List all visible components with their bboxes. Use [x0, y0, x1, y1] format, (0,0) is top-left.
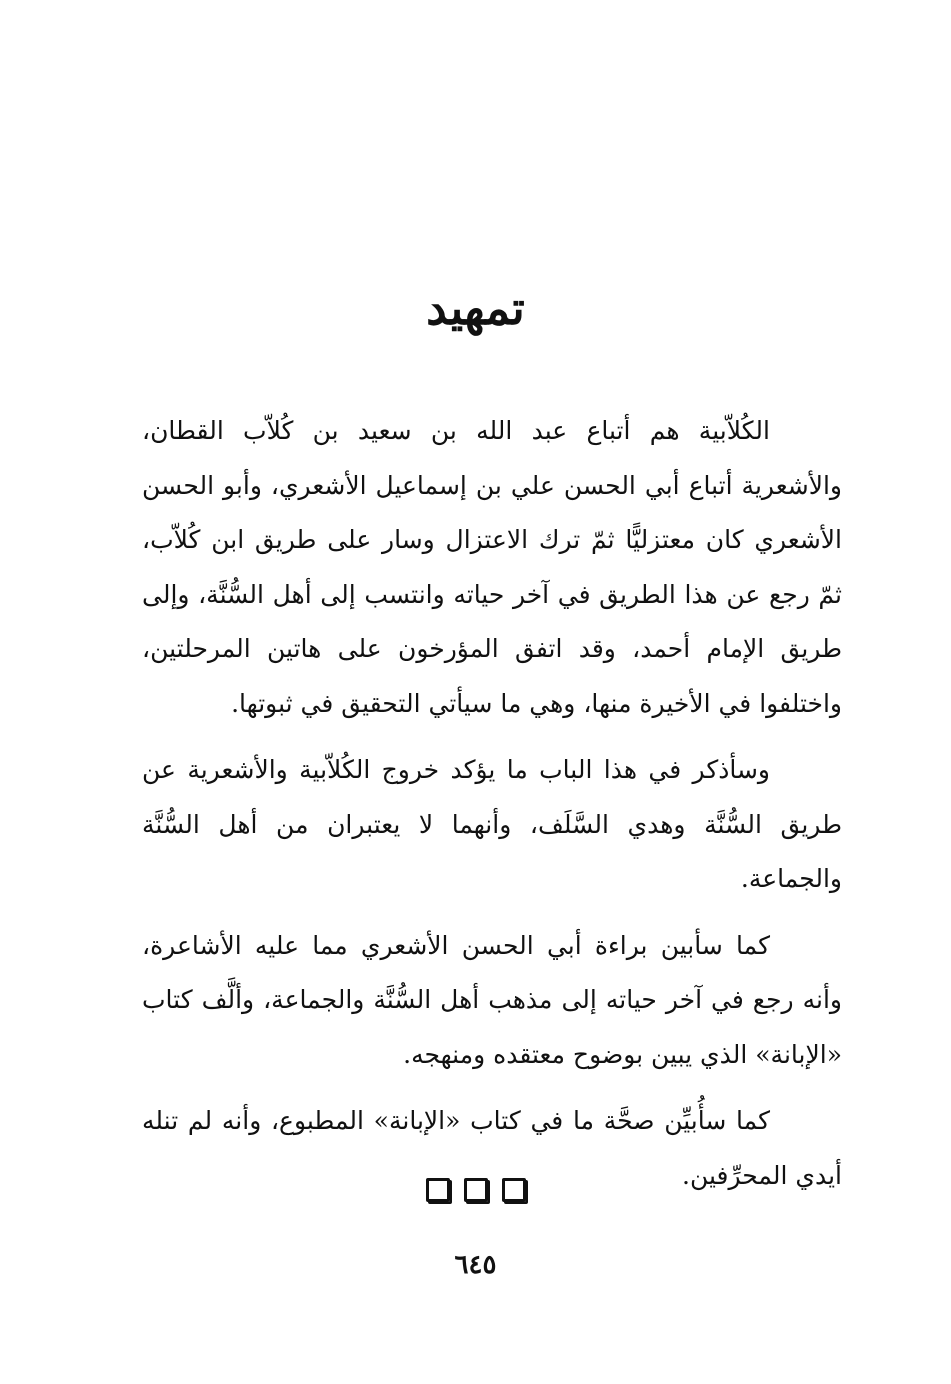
square-ornament-icon — [426, 1178, 450, 1202]
square-ornament-icon — [464, 1178, 488, 1202]
paragraph: كما سأبين براءة أبي الحسن الأشعري مما عليه الأشاعرة، وأنه رجع في آخر حياته إلى مذهب أهل السُّنَّة والجماعة، وألَّف كتاب «الإبانة» الذي يبين بوضوح معتقده ومنهجه. — [142, 930, 842, 1069]
section-separator — [0, 1178, 951, 1202]
paragraph: كما سأُبيِّن صحَّة ما في كتاب «الإبانة» المطبوع، وأنه لم تنله أيدي المحرِّفين. — [142, 1106, 842, 1190]
square-ornament-icon — [502, 1178, 526, 1202]
page-number: ٦٤٥ — [454, 1250, 497, 1280]
chapter-title: تمهيد — [426, 281, 525, 335]
paragraph: وسأذكر في هذا الباب ما يؤكد خروج الكُلاّبية والأشعرية عن طريق السُّنَّة وهدي السَّلَف، وأنهما لا يعتبران من أهل السُّنَّة والجماعة. — [142, 755, 842, 893]
paragraph: الكُلاّبية هم أتباع عبد الله بن سعيد بن كُلاّب القطان، والأشعرية أتباع أبي الحسن علي بن إسماعيل الأشعري، وأبو الحسن الأشعري كان معتزليًّا ثمّ ترك الاعتزال وسار على طريق ابن كُلاّب، ثمّ رجع عن هذا الطريق في آخر حياته وانتسب إلى أهل السُّنَّة، وإلى طريق الإمام أحمد، وقد اتفق المؤرخون على هاتين المرحلتين، واختلفوا في الأخيرة منها، وهي ما سيأتي التحقيق في ثبوتها. — [142, 416, 842, 718]
body-text — [142, 404, 842, 1215]
